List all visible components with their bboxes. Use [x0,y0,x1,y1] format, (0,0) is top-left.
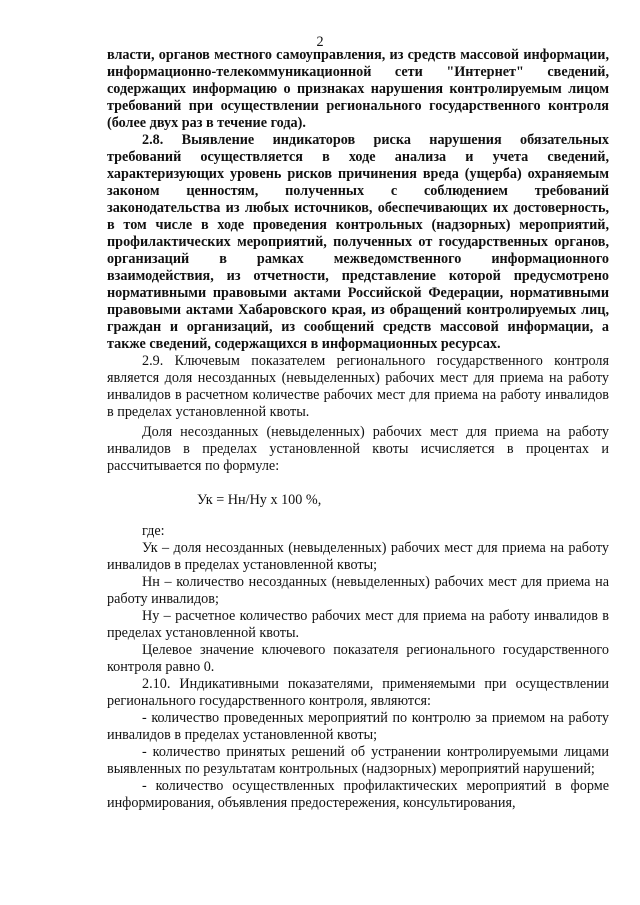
document-body [107,47,609,812]
paragraph-2-10: 2.10. Индикативными показателями, применяемыми при осуществлении регионального государственного контроля, являются: [107,676,609,709]
paragraph-nn-definition: Нн – количество несозданных (невыделенных) рабочих мест для приема на работу инвалидов; [107,574,609,607]
paragraph-share-definition: Доля несозданных (невыделенных) рабочих мест для приема на работу инвалидов в пределах установленной квоты исчисляется в процентах и рассчитывается по формуле: [107,424,609,474]
paragraph-target-value: Целевое значение ключевого показателя регионального государственного контроля равно 0. [107,642,609,675]
formula: Ук = Нн/Ну x 100 %, [197,492,322,508]
paragraph-2-9: 2.9. Ключевым показателем регионального государственного контроля является доля несозданных (невыделенных) рабочих мест для приема на работу инвалидов в расчетном количестве рабочих мест для приема на работу инвалидов в пределах установленной квоты. [107,353,609,420]
page-number: 2 [316,34,324,50]
list-item: - количество осуществленных профилактических мероприятий в форме информирования, объявления предостережения, консультирования, [107,778,609,811]
paragraph-uk-definition: Ук – доля несозданных (невыделенных) рабочих мест для приема на работу инвалидов в пределах установленной квоты; [107,540,609,573]
paragraph-where: где: [142,523,165,539]
list-item: - количество проведенных мероприятий по контролю за приемом на работу инвалидов в пределах установленной квоты; [107,710,609,743]
paragraph-2-8: 2.8. Выявление индикаторов риска нарушения обязательных требований осуществляется в ходе анализа и учета сведений, характеризующих уровень рисков причинения вреда (ущерба) охраняемым законом ценностям, полученных с соблюдением требований законодательства из любых источников, обеспечивающих их достоверность, в том числе в ходе проведения контрольных (надзорных) мероприятий, профилактических мероприятий, полученных от государственных органов, организаций в рамках межведомственного информационного взаимодействия, из отчетности, представление которой предусмотрено нормативными правовыми актами Российской Федерации, нормативными правовыми актами Хабаровского края, из обращений контролируемых лиц, граждан и организаций, из сообщений средств массовой информации, а также сведений, содержащихся в информационных ресурсах. [107,132,609,352]
list-item: - количество принятых решений об устранении контролируемыми лицами выявленных по результатам контрольных (надзорных) мероприятий нарушений; [107,744,609,777]
paragraph-continuation: власти, органов местного самоуправления, из средств массовой информации, информационно-телекоммуникационной сети "Интернет" сведений, содержащих информацию о признаках нарушения контролируемым лицом требований при осуществлении регионального государственного контроля (более двух раз в течение года). [107,47,609,131]
paragraph-ny-definition: Ну – расчетное количество рабочих мест для приема на работу инвалидов в пределах установленной квоты. [107,608,609,641]
